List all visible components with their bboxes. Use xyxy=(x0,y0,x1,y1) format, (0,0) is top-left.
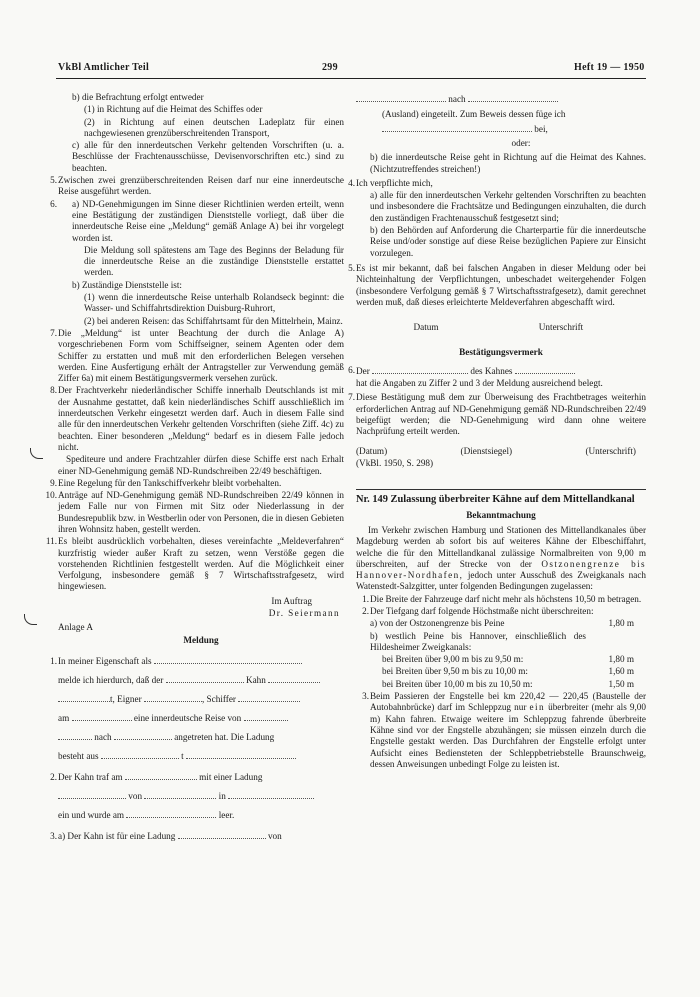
numbered-item xyxy=(50,477,344,489)
numbered-item xyxy=(50,327,344,384)
item-text: Der Frachtverkehr niederländischer Schiffe innerhalb Deutschlands ist mit der Ausnahme gestattet, daß kein niederländisches Schiff ausschließlich im innerdeutschen Verkehr eingesetzt werden darf. Auch in diesem Falle sind alle für den innerdeutschen Verkehr geltenden Vorschriften (siehe Ziff. 4c) zu beachten. Einer besonderen „Meldung“ bedarf es in diesem Falle jedoch nicht. xyxy=(58,385,344,452)
signer-name: Dr. Seiermann xyxy=(268,608,340,619)
form-line xyxy=(58,787,344,805)
item-text: überbreiter (mehr als 9,00 m) Kahn fahren. Etwaige weitere im Schleppzug fahrende überbreite Kähne sind vor der Engstelle abzuhängen; sie müssen einzeln durch die Engstelle gestakt werden. Das Durchfahren der Engstelle erfolgt unter Aufsicht eines Bediensteten der Schleppbetriebstelle Braunschweig, dessen Anweisungen unbedingt Folge zu leisten ist. xyxy=(370,702,646,769)
item-number: 6. xyxy=(348,364,355,375)
paragraph: b) die innerdeutsche Reise geht in Richtung auf die Heimat des Kahnes. (Nichtzutreffendes streichen!) xyxy=(370,152,646,174)
form-text: mit einer Ladung xyxy=(199,771,263,782)
bekanntmachung-label: Bekanntmachung xyxy=(466,509,536,520)
form-text: besteht aus xyxy=(58,750,99,761)
table-row xyxy=(356,679,646,690)
item-number: 2. xyxy=(50,771,57,782)
form-line xyxy=(356,122,646,136)
item-text: Der Tiefgang darf folgende Höchstmaße nicht überschreiten: xyxy=(370,606,594,616)
table-row xyxy=(356,618,646,629)
item-text: Ich verpflichte mich, xyxy=(356,177,433,188)
form-text: In meiner Eigenschaft als xyxy=(58,655,152,666)
paragraph: a) alle für den innerdeutschen Verkehr geltenden Vorschriften zu beachten und insbesondere die Frachtsätze und Bedingungen einzuhalten, die durch den zuständigen Frachtenausschuß festgesetzt sind; xyxy=(370,190,646,223)
numbered-item xyxy=(348,364,646,377)
form-text: nach xyxy=(94,731,112,742)
table-row xyxy=(356,666,646,677)
form-blank[interactable] xyxy=(356,93,446,102)
margin-mark xyxy=(30,448,43,459)
numbered-item xyxy=(50,198,344,244)
item-text: Der xyxy=(356,365,370,376)
form-line xyxy=(58,690,344,708)
datum-label: (Datum) xyxy=(356,445,388,456)
form-blank[interactable] xyxy=(144,790,216,799)
form-text: Der Kahn traf am xyxy=(58,771,123,782)
bestaetigung-title: Bestätigungsvermerk xyxy=(459,347,543,358)
item-text: a) ND-Genehmigungen im Sinne dieser Richtlinien werden erteilt, wenn eine Bestätigung der zuständigen Dienststelle vorliegt, daß über die innerdeutsche Reise eine „Meldung“ gemäß Anlage A) bei ihr vorgelegt worden ist. xyxy=(72,198,344,243)
item-text: des Kahnes xyxy=(470,365,513,376)
right-column xyxy=(348,92,647,771)
paragraph: b) den Behörden auf Anforderung die Charterpartie für die innerdeutsche Reise und/oder sonstige auf diese Reise bezüglichen Papiere zur Einsicht vorzulegen. xyxy=(370,225,646,258)
numbered-item xyxy=(356,606,646,617)
header-rule xyxy=(56,78,646,79)
form-blank[interactable] xyxy=(58,731,92,740)
form-line xyxy=(58,747,344,765)
form-text: von xyxy=(267,830,282,841)
form-text: nach xyxy=(448,94,466,104)
paragraph: b) die Befrachtung erfolgt entweder xyxy=(72,92,204,102)
item-number: 5. xyxy=(50,175,57,186)
item-text: Die Breite der Fahrzeuge darf nicht mehr als höchstens 10,50 m betragen. xyxy=(370,593,642,604)
table-cell: bei Breiten über 9,00 m bis zu 9,50 m: xyxy=(382,654,524,665)
form-text: leer. xyxy=(218,809,235,820)
item-number: 3. xyxy=(362,691,369,702)
form-text: von xyxy=(128,790,143,801)
form-section-1 xyxy=(50,652,344,845)
numbered-item xyxy=(356,594,646,605)
paragraph xyxy=(356,525,646,593)
item-number: 4. xyxy=(348,177,355,188)
form-blank[interactable] xyxy=(468,93,558,102)
paragraph: (2) bei anderen Reisen: das Schiffahrtsamt für den Mittelrhein, Mainz. xyxy=(84,315,343,326)
item-text: Es ist mir bekannt, daß bei falschen Angaben in dieser Meldung oder bei Nichteinhaltung der Verpflichtungen, unbeschadet weitergehender Folgen (insbesondere Verfolgung gemäß § 7 Wirtschaftsstrafgesetz), damit gerechnet werden muß, daß dieses erleichterte Meldeverfahren abgeschafft wird. xyxy=(356,262,646,307)
item-text: Anträge auf ND-Genehmigung gemäß ND-Rundschreiben 22/49 können in jedem Falle nur von Firmen mit Sitz oder Niederlassung in der Bundesrepublik bzw. in Westberlin oder von Personen, die in diesen Gebieten ihren Wohnsitz haben, gestellt werden. xyxy=(58,490,344,534)
item-text: Diese Bestätigung muß dem zur Überweisung des Frachtbetrages weiterhin erforderlichen Antrag auf ND-Genehmigung gemäß ND-Rundschreiben 22/49 beigefügt werden; die ND-Genehmigung wird dann ohne weitere Nachprüfung erteilt werden. xyxy=(356,392,646,437)
numbered-item xyxy=(348,177,646,189)
form-blank[interactable] xyxy=(178,830,266,839)
form-blank[interactable] xyxy=(101,750,179,759)
form-line xyxy=(58,709,344,727)
item-number: 1. xyxy=(362,593,369,604)
form-blank[interactable] xyxy=(125,771,197,780)
form-blank[interactable] xyxy=(238,693,300,702)
form-blank[interactable] xyxy=(58,790,126,799)
item-text: Beim Passieren der Engstelle bei km 220,42 — 220,45 (Baustelle der Autobahnbrücke) darf im Schleppzug nur xyxy=(370,691,646,713)
form-line xyxy=(50,768,344,786)
table-cell: 1,50 m xyxy=(608,678,634,689)
table-cell: bei Breiten über 10,00 m bis zu 10,50 m: xyxy=(382,678,533,689)
unterschrift-label: (Unterschrift) xyxy=(585,445,636,456)
item-text: Es bleibt ausdrücklich vorbehalten, dieses vereinfachte „Meldeverfahren“ kurzfristig wieder außer Kraft zu setzen, wenn Verstöße gegen die vorstehenden Richtlinien festgestellt werden. Auf die Möglichkeit einer Verfolgung, insbesondere gemäß § 7 Wirtschaftsstrafgesetz, wird hingewiesen. xyxy=(58,536,344,592)
paragraph: hat die Angaben zu Ziffer 2 und 3 der Meldung ausreichend belegt. xyxy=(356,378,603,389)
citation: (VkBl. 1950, S. 298) xyxy=(356,457,434,468)
form-title: Meldung xyxy=(183,634,219,645)
spaced-text: Ostzonengrenze bis Hannover-Nordhafen, xyxy=(356,558,647,581)
form-text: melde ich hierdurch, daß der xyxy=(58,674,164,685)
form-text: am xyxy=(58,712,70,723)
form-text: bei, xyxy=(534,124,548,134)
form-line xyxy=(58,671,344,689)
form-blank[interactable] xyxy=(154,655,302,664)
form-text: in xyxy=(218,790,226,801)
paragraph: b) Zuständige Dienststelle ist: xyxy=(72,279,182,290)
form-text: t xyxy=(181,750,184,761)
item-number: 10. xyxy=(45,490,57,501)
form-line xyxy=(58,728,344,746)
paragraph-text: jedoch unter Ausschuß des Zweigkanals nach Watenstedt-Salzgitter, unter folgenden Bedingungen zugelassen: xyxy=(356,570,646,592)
form-line xyxy=(356,92,646,106)
running-header-left: VkBl Amtlicher Teil xyxy=(58,62,150,73)
form-blank[interactable] xyxy=(515,365,575,374)
form-blank[interactable] xyxy=(372,365,468,374)
page-number: 299 xyxy=(322,62,338,73)
unterschrift-label: Unterschrift xyxy=(538,322,584,333)
item-number: 6. xyxy=(50,198,57,209)
item-number: 1. xyxy=(50,655,57,666)
table-cell: a) von der Ostzonengrenze bis Peine xyxy=(370,618,505,629)
numbered-item xyxy=(356,691,646,770)
item-number: 5. xyxy=(348,262,355,273)
paragraph-text: Im Verkehr zwischen Hamburg und Stationen des Mittellandkanales über Magdeburg werden ab sofort bis auf weiteres Kähne der Elbeschiffahrt, welche die für den Mittellandkanal zulässige Normalbreiten von 9,00 m überschreiten, auf der Strecke von der xyxy=(356,524,646,569)
paragraph: c) alle für den innerdeutschen Verkehr geltenden Vorschriften (u. a. Beschlüsse der Frachtenausschüsse, Devisenvorschriften etc.) sind zu beachten. xyxy=(72,140,344,173)
table-cell: 1,80 m xyxy=(608,654,634,665)
form-blank[interactable] xyxy=(58,693,110,702)
anlage-label: Anlage A xyxy=(58,622,93,633)
numbered-item xyxy=(45,490,344,535)
table-cell: 1,60 m xyxy=(608,666,634,677)
table-cell: bei Breiten über 9,50 m bis zu 10,00 m: xyxy=(382,666,528,677)
item-number: 7. xyxy=(50,327,57,338)
issue-number: Heft 19 — 1950 xyxy=(574,62,645,73)
form-text: angetreten hat. Die Ladung xyxy=(174,731,275,742)
paragraph: (2) in Richtung auf einen deutschen Ladeplatz für einen nachgewiesenen grenzüberschreitenden Transport, xyxy=(84,116,344,138)
paragraph: Spediteure und andere Frachtzahler dürfen diese Schiffe erst nach Erhalt einer ND-Genehmigung gemäß ND-Rundschreiben 22/49 beschäftigen. xyxy=(58,454,344,476)
form-blank[interactable] xyxy=(244,712,288,721)
form-blank[interactable] xyxy=(268,674,320,683)
table-row xyxy=(356,654,646,665)
im-auftrag: Im Auftrag xyxy=(271,595,312,606)
numbered-item xyxy=(50,385,344,453)
form-blank[interactable] xyxy=(72,712,132,721)
form-text: ein und wurde am xyxy=(58,809,125,820)
paragraph: (1) in Richtung auf die Heimat des Schiffes oder xyxy=(84,104,263,115)
oder-label: oder: xyxy=(511,138,531,148)
section-rule xyxy=(356,489,646,490)
form-blank[interactable] xyxy=(126,809,216,818)
dienstsiegel-label: (Dienstsiegel) xyxy=(460,445,513,456)
form-text: t, Eigner xyxy=(110,693,142,704)
table-cell: 1,80 m xyxy=(608,618,634,629)
form-text: a) Der Kahn ist für eine Ladung xyxy=(58,830,176,841)
spaced-text: ein xyxy=(529,702,545,713)
form-text: Kahn xyxy=(245,674,266,685)
left-column xyxy=(45,92,344,846)
item-number: 2. xyxy=(362,606,369,616)
form-line xyxy=(58,806,344,824)
signature-line xyxy=(356,446,646,457)
form-text: eine innerdeutsche Reise von xyxy=(133,712,242,723)
numbered-item xyxy=(348,392,646,437)
item-number: 8. xyxy=(50,385,57,396)
form-blank[interactable] xyxy=(144,693,202,702)
form-blank[interactable] xyxy=(228,790,314,799)
paragraph: Die Meldung soll spätestens am Tage des Beginns der Beladung für die innerdeutsche Reise an die zuständige Dienststelle erstattet werden. xyxy=(84,244,344,278)
form-blank[interactable] xyxy=(114,731,172,740)
item-text: Eine Regelung für den Tankschiffverkehr bleibt vorbehalten. xyxy=(58,477,282,488)
item-number: 3. xyxy=(50,830,57,841)
signature-line xyxy=(356,322,646,333)
margin-mark xyxy=(24,614,37,625)
datum-label: Datum xyxy=(413,322,439,333)
item-number: 9. xyxy=(50,477,57,488)
item-text: Die „Meldung“ ist unter Beachtung der durch die Anlage A) vorgeschriebenen Form vom Schiffseigner, seinem Agenten oder dem Schiffer zu erstatten und muß mit den erforderlichen Belegen versehen werden. Eine Ausfertigung erhält der Antragsteller zur Verwendung gemäß Ziffer 6a) mit einem Bestätigungsvermerk versehen zurück. xyxy=(58,327,344,384)
numbered-item xyxy=(50,175,344,198)
form-line xyxy=(50,652,344,670)
numbered-item xyxy=(45,536,344,592)
item-text: Zwischen zwei grenzüberschreitenden Reisen darf nur eine innerdeutsche Reise ausgeführt werden. xyxy=(58,175,344,197)
form-blank[interactable] xyxy=(166,674,244,683)
item-number: 7. xyxy=(348,392,355,403)
form-blank[interactable] xyxy=(382,123,532,132)
form-blank[interactable] xyxy=(186,750,296,759)
section-title: Nr. 149 Zulassung überbreiter Kähne auf dem Mittellandkanal xyxy=(356,494,635,506)
form-text: (Ausland) eingeteilt. Zum Beweis dessen füge ich xyxy=(382,109,566,119)
numbered-item xyxy=(348,262,646,308)
paragraph: (1) wenn die innerdeutsche Reise unterhalb Rolandseck beginnt: die Wasser- und Schiffahrtsdirektion Duisburg-Ruhrort, xyxy=(84,292,344,314)
form-line xyxy=(50,827,344,845)
form-text: , Schiffer xyxy=(201,693,236,704)
paragraph: b) westlich Peine bis Hannover, einschließlich des Hildesheimer Zweigkanals: xyxy=(370,630,586,652)
item-number: 11. xyxy=(45,536,57,547)
